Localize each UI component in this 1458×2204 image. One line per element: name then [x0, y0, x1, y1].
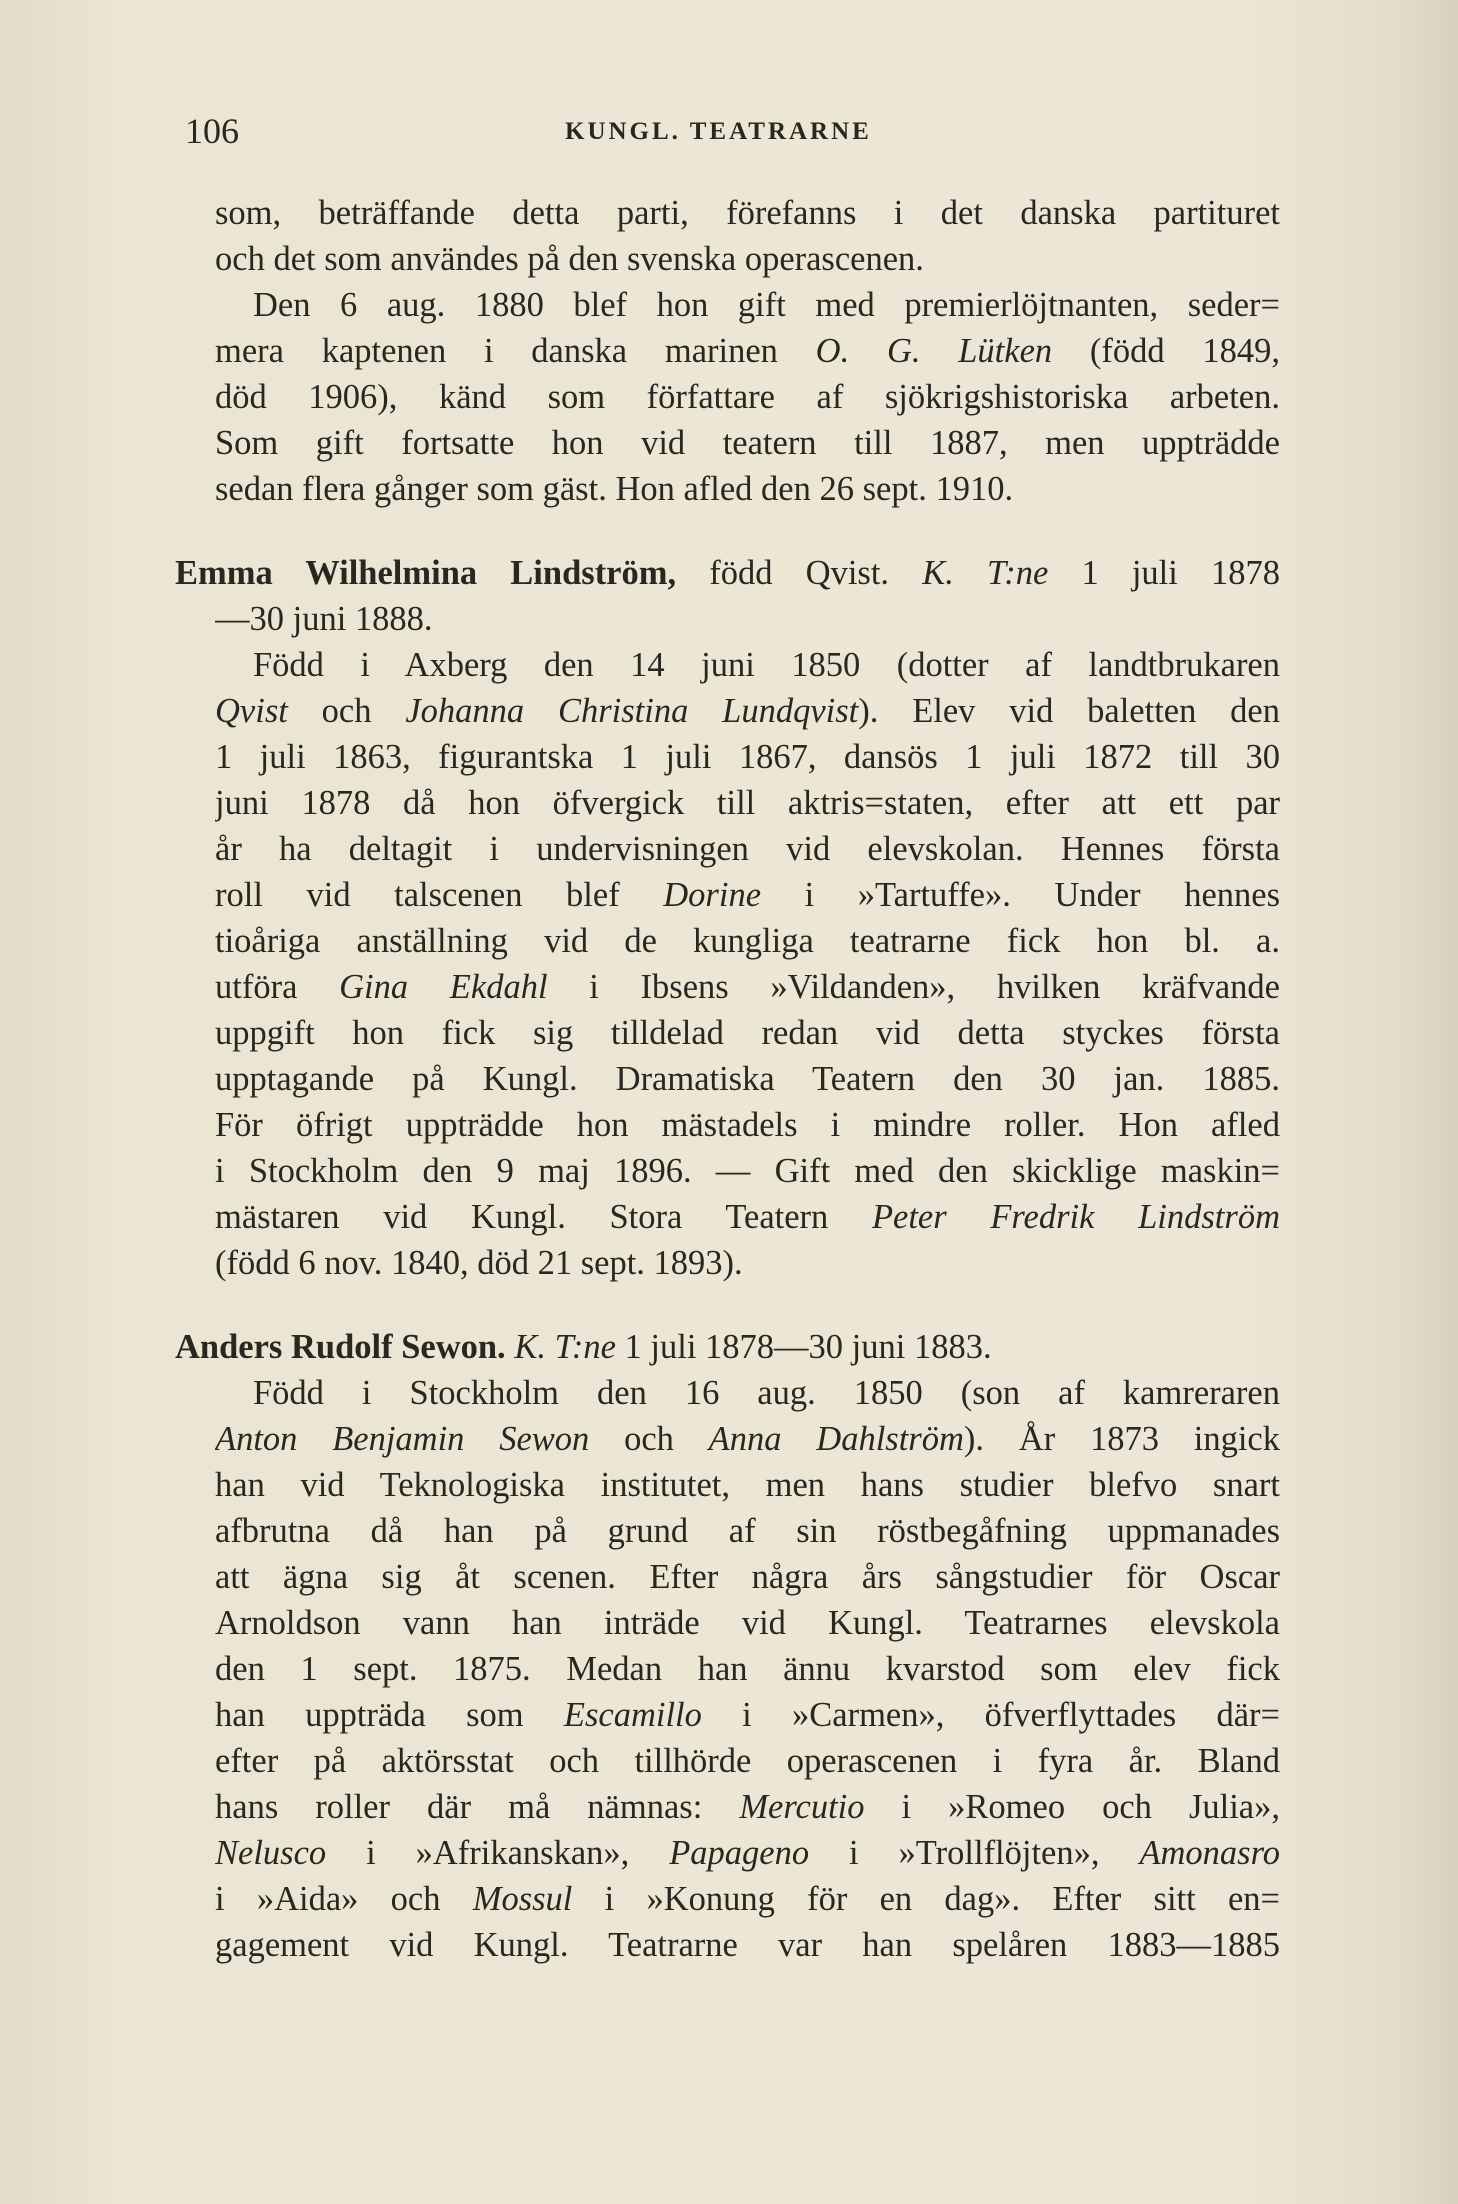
- text-line: Född i Axberg den 14 juni 1850 (dotter af landtbrukaren: [253, 646, 1280, 684]
- text-line: gagement vid Kungl. Teatrarne var han spelåren 1883—1885: [215, 1926, 1280, 1964]
- text-line: Qvist och Johanna Christina Lundqvist). Elev vid baletten den: [215, 692, 1280, 730]
- text-line: den 1 sept. 1875. Medan han ännu kvarstod som elev fick: [215, 1650, 1280, 1688]
- text-line: 1 juli 1863, figurantska 1 juli 1867, dansös 1 juli 1872 till 30: [215, 738, 1280, 776]
- text-line: mera kaptenen i danska marinen O. G. Lütken (född 1849,: [215, 332, 1280, 370]
- text-line: upptagande på Kungl. Dramatiska Teatern den 30 jan. 1885.: [215, 1060, 1280, 1098]
- text-line: och det som användes på den svenska operascenen.: [215, 240, 924, 278]
- text-line: Som gift fortsatte hon vid teatern till 1887, men uppträdde: [215, 424, 1280, 462]
- text-line: efter på aktörsstat och tillhörde operascenen i fyra år. Bland: [215, 1742, 1280, 1780]
- text-line: död 1906), känd som författare af sjökrigshistoriska arbeten.: [215, 378, 1280, 416]
- person-name: Emma Wilhelmina Lindström,: [175, 554, 677, 592]
- text-line: tioåriga anställning vid de kungliga teatrarne fick hon bl. a.: [215, 922, 1280, 960]
- text-line: han vid Teknologiska institutet, men hans studier blefvo snart: [215, 1466, 1280, 1504]
- running-head: KUNGL. TEATRARNE: [565, 118, 872, 145]
- entry-dates: —30 juni 1888.: [215, 600, 433, 638]
- text-line: sedan flera gånger som gäst. Hon afled den 26 sept. 1910.: [215, 470, 1014, 508]
- text-line: För öfrigt uppträdde hon mästadels i mindre roller. Hon afled: [215, 1106, 1280, 1144]
- text-line: juni 1878 då hon öfvergick till aktris=staten, efter att ett par: [215, 784, 1280, 822]
- text-line: hans roller där må nämnas: Mercutio i »Romeo och Julia»,: [215, 1788, 1280, 1826]
- text-line: Arnoldson vann han inträde vid Kungl. Teatrarnes elevskola: [215, 1604, 1280, 1642]
- text-line: han uppträda som Escamillo i »Carmen», öfverflyttades där=: [215, 1696, 1280, 1734]
- text-line: mästaren vid Kungl. Stora Teatern Peter Fredrik Lindström: [215, 1198, 1280, 1236]
- text-line: uppgift hon fick sig tilldelad redan vid detta styckes första: [215, 1014, 1280, 1052]
- entry-heading: Emma Wilhelmina Lindström, född Qvist. K. T:ne 1 juli 1878: [175, 554, 1280, 592]
- text-line: Född i Stockholm den 16 aug. 1850 (son af kamreraren: [253, 1374, 1280, 1412]
- text-line: utföra Gina Ekdahl i Ibsens »Vildanden», hvilken kräfvande: [215, 968, 1280, 1006]
- page-number: 106: [185, 111, 239, 151]
- person-name: Anders Rudolf Sewon.: [175, 1328, 506, 1366]
- text-line: (född 6 nov. 1840, död 21 sept. 1893).: [215, 1244, 743, 1282]
- entry-heading: Anders Rudolf Sewon. K. T:ne 1 juli 1878—30 juni 1883.: [175, 1328, 992, 1366]
- text-line: att ägna sig åt scenen. Efter några års sångstudier för Oscar: [215, 1558, 1280, 1596]
- text-line: Anton Benjamin Sewon och Anna Dahlström). År 1873 ingick: [215, 1420, 1280, 1458]
- text-line: Den 6 aug. 1880 blef hon gift med premierlöjtnanten, seder=: [253, 286, 1280, 324]
- text-line: år ha deltagit i undervisningen vid elevskolan. Hennes första: [215, 830, 1280, 868]
- text-line: som, beträffande detta parti, förefanns i det danska partituret: [215, 194, 1280, 232]
- text-line: i »Aida» och Mossul i »Konung för en dag». Efter sitt en=: [215, 1880, 1280, 1918]
- text-line: roll vid talscenen blef Dorine i »Tartuffe». Under hennes: [215, 876, 1280, 914]
- page-header: [185, 110, 1285, 160]
- text-line: Nelusco i »Afrikanskan», Papageno i »Trollflöjten», Amonasro: [215, 1834, 1280, 1872]
- text-line: afbrutna då han på grund af sin röstbegåfning uppmanades: [215, 1512, 1280, 1550]
- text-line: i Stockholm den 9 maj 1896. — Gift med den skicklige maskin=: [215, 1152, 1280, 1190]
- body-text: [175, 190, 1280, 1968]
